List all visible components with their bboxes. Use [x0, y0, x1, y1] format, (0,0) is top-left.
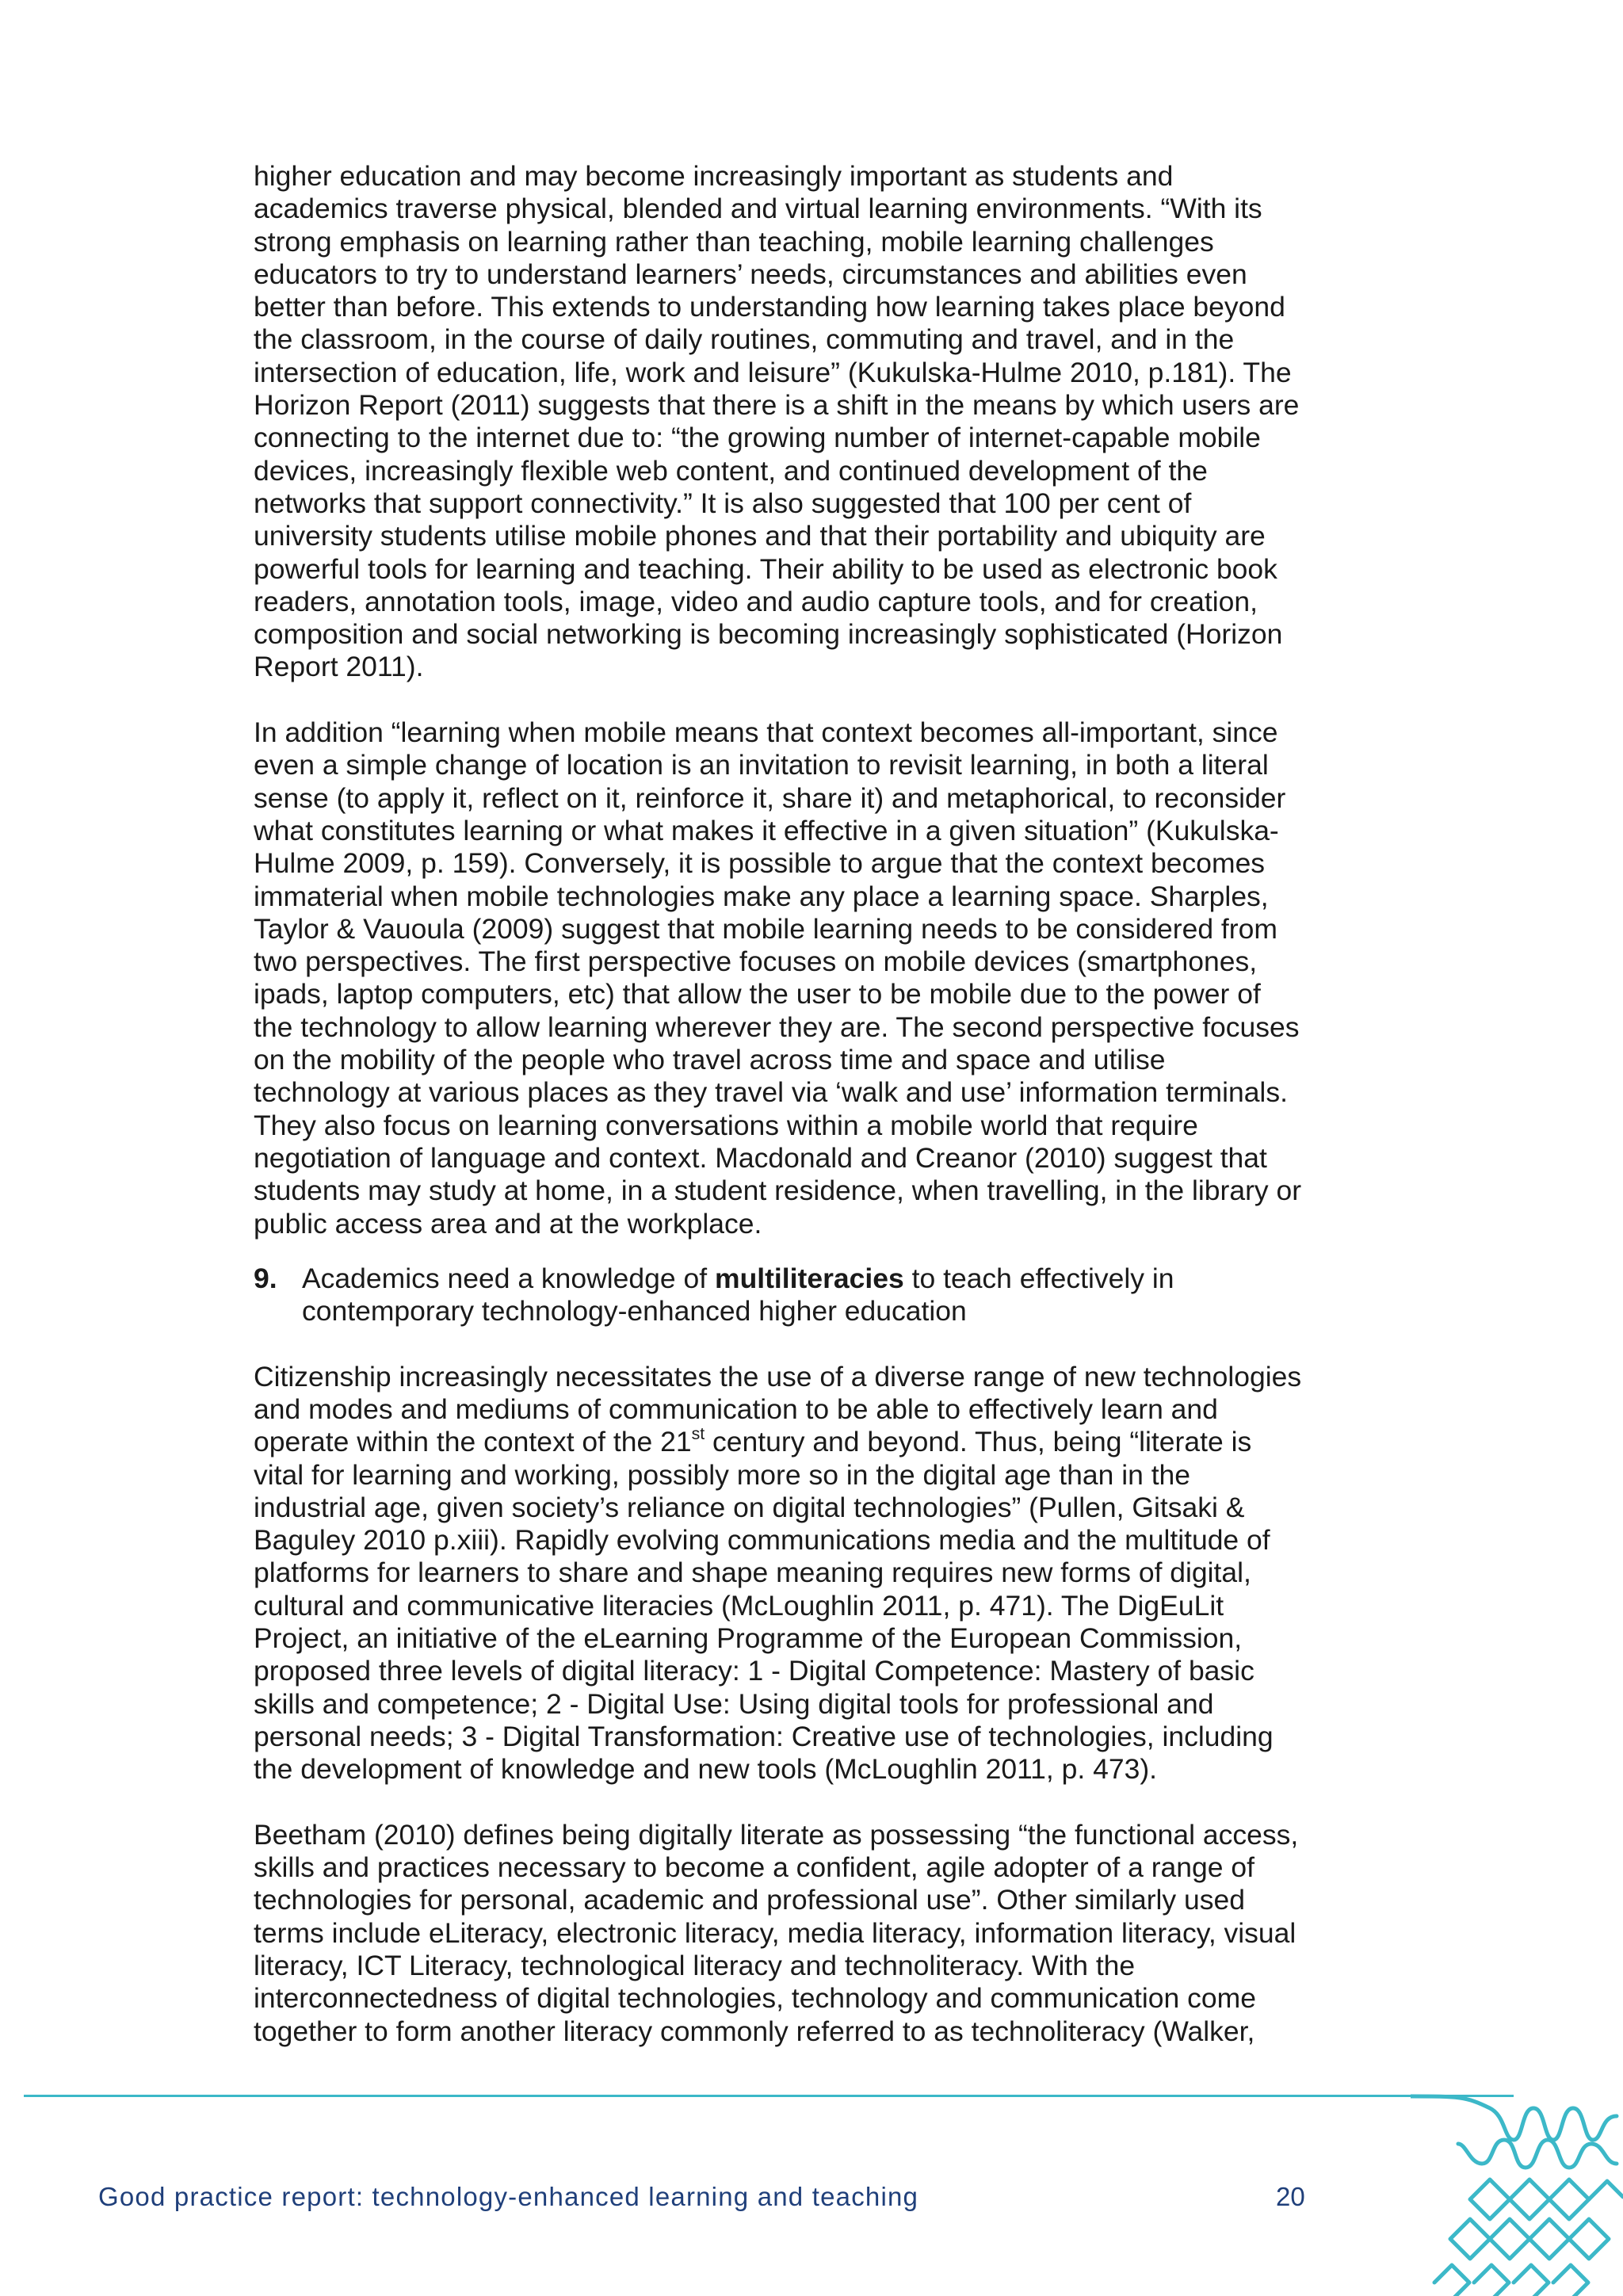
text-line: the classroom, in the course of daily routines, commuting and travel, and in the	[254, 323, 1235, 356]
text-line: readers, annotation tools, image, video and audio capture tools, and for creation,	[254, 585, 1258, 617]
text-line: public access area and at the workplace.	[254, 1207, 762, 1240]
text-line: technologies for personal, academic and professional use”. Other similarly used	[254, 1884, 1246, 1916]
text-line: the technology to allow learning wherever they are. The second perspective focuses	[254, 1010, 1300, 1043]
text-segment: operate within the context of the 21	[254, 1426, 692, 1458]
text-segment: century and beyond. Thus, being “literate is	[705, 1426, 1252, 1458]
text-line: composition and social networking is becoming increasingly sophisticated (Horizon	[254, 618, 1283, 651]
text-line: industrial age, given society’s reliance on digital technologies” (Pullen, Gitsaki &	[254, 1491, 1245, 1523]
text-line: They also focus on learning conversations within a mobile world that require	[254, 1109, 1198, 1141]
text-line: powerful tools for learning and teaching. Their ability to be used as electronic book	[254, 552, 1277, 585]
text-line: immaterial when mobile technologies make any place a learning space. Sharples,	[254, 880, 1269, 912]
paragraph-gap	[254, 1786, 1379, 1819]
text-line: sense (to apply it, reflect on it, reinforce it, share it) and metaphorical, to reconsider	[254, 781, 1286, 814]
text-line: what constitutes learning or what makes it effective in a given situation” (Kukulska-	[254, 814, 1279, 846]
paragraph-gap	[254, 1240, 1379, 1263]
text-line: Citizenship increasingly necessitates the use of a diverse range of new technologies	[254, 1360, 1302, 1392]
paragraph-beetham	[254, 1819, 1379, 2048]
text-line: Baguley 2010 p.xiii). Rapidly evolving communications media and the multitude of	[254, 1524, 1270, 1557]
page-number: 20	[1276, 2182, 1305, 2211]
point-text: Academics need a knowledge of	[302, 1262, 715, 1294]
text-line: terms include eLiteracy, electronic literacy, media literacy, information literacy, visual	[254, 1916, 1296, 1949]
text-line: intersection of education, life, work and leisure” (Kukulska-Hulme 2010, p.181). The	[254, 356, 1292, 388]
point-line-1	[302, 1263, 1379, 1295]
text-line: skills and competence; 2 - Digital Use: Using digital tools for professional and	[254, 1687, 1214, 1720]
paragraph-mobile-learning	[254, 160, 1379, 684]
text-line: and modes and mediums of communication to be able to effectively learn and	[254, 1392, 1218, 1425]
paragraph-gap	[254, 684, 1379, 716]
text-line: negotiation of language and context. Macdonald and Creanor (2010) suggest that	[254, 1141, 1267, 1174]
text-line: Hulme 2009, p. 159). Conversely, it is possible to argue that the context becomes	[254, 847, 1266, 880]
text-line: platforms for learners to share and shape meaning requires new forms of digital,	[254, 1557, 1251, 1589]
text-line: academics traverse physical, blended and virtual learning environments. “With its	[254, 193, 1262, 225]
text-line: together to form another literacy commonly referred to as technoliteracy (Walker,	[254, 2015, 1255, 2047]
text-line: Report 2011).	[254, 651, 424, 683]
text-line: personal needs; 3 - Digital Transformation: Creative use of technologies, including	[254, 1720, 1274, 1752]
point-line-2: contemporary technology-enhanced higher education	[302, 1295, 967, 1328]
text-line: interconnectedness of digital technologies, technology and communication come	[254, 1982, 1256, 2015]
text-line	[254, 1426, 1379, 1458]
text-line: In addition “learning when mobile means that context becomes all-important, since	[254, 716, 1278, 749]
footer-divider	[24, 2095, 1514, 2097]
text-line: Project, an initiative of the eLearning Programme of the European Commission,	[254, 1622, 1243, 1655]
text-line: proposed three levels of digital literacy: 1 - Digital Competence: Mastery of basic	[254, 1655, 1254, 1687]
text-line: connecting to the internet due to: “the growing number of internet-capable mobile	[254, 422, 1261, 454]
text-line: students may study at home, in a student residence, when travelling, in the library or	[254, 1175, 1302, 1207]
point-text: to teach effectively in	[903, 1262, 1174, 1294]
text-line: on the mobility of the people who travel across time and space and utilise	[254, 1044, 1166, 1076]
text-line: strong emphasis on learning rather than teaching, mobile learning challenges	[254, 225, 1214, 258]
paragraph-context	[254, 716, 1379, 1240]
text-line: the development of knowledge and new tools (McLoughlin 2011, p. 473).	[254, 1753, 1158, 1786]
paragraph-gap	[254, 1328, 1379, 1360]
text-line: educators to try to understand learners’ needs, circumstances and abilities even	[254, 258, 1247, 290]
text-line: Taylor & Vauoula (2009) suggest that mobile learning needs to be considered from	[254, 912, 1277, 945]
text-line: two perspectives. The first perspective focuses on mobile devices (smartphones,	[254, 946, 1258, 978]
text-line: technology at various places as they travel via ‘walk and use’ information terminals.	[254, 1076, 1288, 1109]
text-line: vital for learning and working, possibly more so in the digital age than in the	[254, 1458, 1191, 1491]
text-line: devices, increasingly flexible web content, and continued development of the	[254, 454, 1208, 487]
point-keyword: multiliteracies	[715, 1262, 904, 1294]
text-line: ipads, laptop computers, etc) that allow the user to be mobile due to the power of	[254, 978, 1261, 1010]
text-line: cultural and communicative literacies (McLoughlin 2011, p. 471). The DigEuLit	[254, 1589, 1224, 1622]
text-line: higher education and may become increasingly important as students and	[254, 160, 1174, 192]
text-line: better than before. This extends to understanding how learning takes place beyond	[254, 291, 1285, 323]
numbered-point-9	[254, 1263, 1379, 1328]
text-line: networks that support connectivity.” It is also suggested that 100 per cent of	[254, 487, 1192, 519]
footer-title: Good practice report: technology-enhanced learning and teaching	[98, 2182, 919, 2211]
text-line: university students utilise mobile phones and that their portability and ubiquity are	[254, 520, 1266, 552]
page-content	[254, 160, 1379, 2048]
paragraph-citizenship	[254, 1361, 1379, 1786]
text-line: even a simple change of location is an invitation to revisit learning, in both a literal	[254, 749, 1269, 781]
text-line: literacy, ICT Literacy, technological literacy and technoliteracy. With the	[254, 1950, 1136, 1982]
text-line: Beetham (2010) defines being digitally literate as possessing “the functional access,	[254, 1818, 1299, 1851]
point-number: 9.	[254, 1262, 277, 1294]
text-line: Horizon Report (2011) suggests that there is a shift in the means by which users are	[254, 389, 1300, 422]
ordinal-superscript: st	[691, 1424, 705, 1444]
text-line: skills and practices necessary to become a confident, agile adopter of a range of	[254, 1851, 1254, 1884]
wave-diamond-logo-icon	[1411, 2092, 1623, 2296]
